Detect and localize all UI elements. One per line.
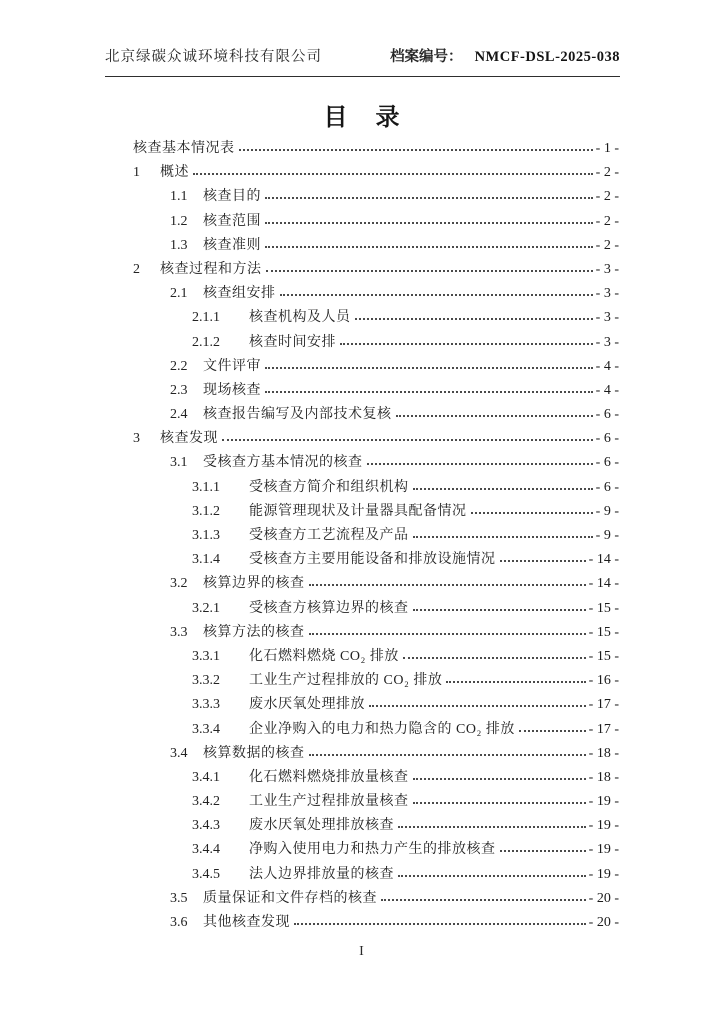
toc-entry-label: 质量保证和文件存档的核查: [203, 890, 377, 906]
toc-entry-label: 受核查方核算边界的核查: [249, 600, 409, 616]
toc-entry-label: 受核查方主要用能设备和排放设施情况: [249, 552, 496, 568]
toc-entry-page: - 3 -: [595, 286, 619, 302]
toc-entry-page: - 3 -: [595, 310, 619, 326]
toc-entry-label: 能源管理现状及计量器具配备情况: [249, 503, 467, 519]
toc-entry-number: 3.4.1: [192, 769, 220, 785]
toc-entry[interactable]: [105, 697, 619, 721]
toc-entry-label: 核查范围: [203, 213, 261, 229]
toc-entry-label: 化石燃料燃烧 CO₂ 排放: [249, 648, 399, 664]
toc-entry-label: 废水厌氧处理排放核查: [249, 818, 394, 834]
toc-entry-page: - 20 -: [588, 890, 619, 906]
toc-entry-number: 1: [133, 165, 140, 181]
toc-entry-label: 核查基本情况表: [133, 141, 235, 156]
toc-entry-label: 企业净购入的电力和热力隐含的 CO₂ 排放: [249, 721, 515, 737]
toc-entry[interactable]: [105, 262, 619, 286]
toc-entry-number: 3.3: [170, 624, 188, 640]
toc-entry-page: - 6 -: [595, 431, 619, 447]
toc-entry-label: 净购入使用电力和热力产生的排放核查: [249, 842, 496, 858]
archive-number-group: [390, 50, 620, 66]
toc-leader-dots: [355, 318, 593, 320]
toc-leader-dots: [413, 488, 593, 490]
toc-entry[interactable]: [105, 286, 619, 310]
toc-entry-label: 化石燃料燃烧排放量核查: [249, 769, 409, 785]
toc-entry[interactable]: [105, 552, 619, 576]
toc-leader-dots: [265, 367, 593, 369]
toc-entry-page: - 2 -: [595, 189, 619, 205]
toc-entry-page: - 14 -: [588, 576, 619, 592]
toc-entry-number: 3.1.4: [192, 552, 220, 568]
toc-entry-label: 法人边界排放量的核查: [249, 866, 394, 882]
toc-entry-page: - 4 -: [595, 382, 619, 398]
toc-leader-dots: [294, 923, 586, 925]
toc-entry[interactable]: [105, 189, 619, 213]
toc-entry-number: 3.3.4: [192, 721, 220, 737]
toc-entry-number: 3.1.2: [192, 503, 220, 519]
toc-entry-number: 1.3: [170, 237, 188, 253]
toc-entry-label: 废水厌氧处理排放: [249, 697, 365, 713]
toc-entry[interactable]: [105, 794, 619, 818]
toc-entry[interactable]: [105, 504, 619, 528]
toc-entry-label: 核查发现: [160, 431, 218, 447]
toc-entry-number: 3.1.1: [192, 479, 220, 495]
toc-leader-dots: [309, 633, 586, 635]
toc-leader-dots: [265, 246, 593, 248]
toc-entry[interactable]: [105, 238, 619, 262]
toc-entry-label: 核查报告编写及内部技术复核: [203, 407, 392, 423]
toc-entry-label: 核查组安排: [203, 286, 276, 302]
toc-entry-number: 3.4.2: [192, 794, 220, 810]
toc-leader-dots: [471, 512, 593, 514]
toc-entry-label: 受核查方简介和组织机构: [249, 479, 409, 495]
toc-leader-dots: [398, 875, 586, 877]
toc-entry[interactable]: [105, 649, 619, 673]
toc-entry-number: 3.3.1: [192, 648, 220, 664]
toc-entry-page: - 19 -: [588, 866, 619, 882]
toc-entry[interactable]: [105, 359, 619, 383]
toc-entry-number: 3.3.2: [192, 673, 220, 689]
toc-entry-label: 受核查方基本情况的核查: [203, 455, 363, 471]
toc-entry-page: - 2 -: [595, 165, 619, 181]
toc-leader-dots: [413, 778, 586, 780]
toc-entry[interactable]: [105, 722, 619, 746]
toc-entry[interactable]: [105, 867, 619, 891]
toc-entry-page: - 6 -: [595, 407, 619, 423]
toc-entry-page: - 9 -: [595, 503, 619, 519]
toc-entry-number: 1.2: [170, 213, 188, 229]
toc-entry-page: - 2 -: [595, 237, 619, 253]
toc-entry-number: 2: [133, 261, 140, 277]
toc-entry-number: 1.1: [170, 189, 188, 205]
toc-entry-number: 3.4: [170, 745, 188, 761]
toc-entry-number: 3.4.4: [192, 842, 220, 858]
toc-entry[interactable]: [105, 601, 619, 625]
toc-leader-dots: [239, 149, 593, 151]
toc-entry[interactable]: [105, 891, 619, 915]
toc-entry-page: - 14 -: [588, 552, 619, 568]
toc-leader-dots: [369, 705, 586, 707]
page-header: [105, 50, 620, 77]
toc-leader-dots: [266, 270, 593, 272]
archive-number-label: 档案编号：: [390, 49, 463, 65]
toc-entry-label: 核查过程和方法: [160, 261, 262, 277]
toc-entry[interactable]: [105, 165, 619, 189]
toc-leader-dots: [222, 439, 593, 441]
toc-entry-number: 3.4.5: [192, 866, 220, 882]
toc-entry-number: 3.5: [170, 890, 188, 906]
toc-entry[interactable]: [105, 528, 619, 552]
toc-entry-page: - 17 -: [588, 721, 619, 737]
toc-leader-dots: [500, 560, 586, 562]
toc-entry[interactable]: [105, 335, 619, 359]
toc-entry-page: - 19 -: [588, 842, 619, 858]
toc-entry-page: - 16 -: [588, 673, 619, 689]
toc-title: 目 录: [323, 105, 411, 131]
toc-entry-page: - 17 -: [588, 697, 619, 713]
toc-entry-label: 核查准则: [203, 237, 261, 253]
toc-entry[interactable]: [105, 842, 619, 866]
toc-entry-label: 文件评审: [203, 358, 261, 374]
toc-entry[interactable]: [105, 818, 619, 842]
toc-entry[interactable]: [105, 915, 619, 939]
toc-entry[interactable]: [105, 431, 619, 455]
toc-entry[interactable]: [105, 576, 619, 600]
toc-entry-page: - 15 -: [588, 648, 619, 664]
toc-entry-page: - 2 -: [595, 213, 619, 229]
toc-leader-dots: [265, 197, 593, 199]
toc-leader-dots: [309, 584, 586, 586]
toc-entry[interactable]: [105, 625, 619, 649]
toc-entry[interactable]: [105, 407, 619, 431]
toc-entry-page: - 9 -: [595, 528, 619, 543]
toc-entry-number: 2.3: [170, 382, 188, 398]
toc-entry-page: - 15 -: [588, 624, 619, 640]
toc-entry-label: 核查机构及人员: [249, 310, 351, 326]
toc-leader-dots: [413, 609, 586, 611]
toc-leader-dots: [413, 536, 593, 538]
toc-entry-label: 其他核查发现: [203, 915, 290, 930]
toc-leader-dots: [309, 754, 586, 756]
toc-entry-label: 核算数据的核查: [203, 745, 305, 761]
toc-entry-page: - 18 -: [588, 745, 619, 761]
toc-leader-dots: [398, 826, 586, 828]
toc-leader-dots: [367, 463, 593, 465]
toc-entry[interactable]: [105, 141, 619, 165]
toc-entry-label: 概述: [160, 165, 189, 181]
toc-entry-label: 工业生产过程排放的 CO₂ 排放: [249, 673, 443, 689]
toc-entry-number: 3.1.3: [192, 528, 220, 543]
toc-leader-dots: [396, 415, 593, 417]
toc-entry-number: 3.1: [170, 455, 188, 471]
toc-entry-number: 2.1.1: [192, 310, 220, 326]
toc-entry-page: - 19 -: [588, 818, 619, 834]
toc-entry-number: 3.3.3: [192, 697, 220, 713]
toc-entry-page: - 1 -: [595, 141, 619, 156]
toc-entry-page: - 6 -: [595, 479, 619, 495]
toc-leader-dots: [500, 850, 586, 852]
toc-entry-number: 3: [133, 431, 140, 447]
toc-leader-dots: [340, 343, 593, 345]
toc-entry-number: 2.2: [170, 358, 188, 374]
toc-leader-dots: [403, 657, 586, 659]
toc-entry-page: - 6 -: [595, 455, 619, 471]
toc-entry-page: - 15 -: [588, 600, 619, 616]
toc-list: [105, 141, 619, 939]
toc-entry[interactable]: [105, 673, 619, 697]
toc-entry-label: 现场核查: [203, 382, 261, 398]
toc-entry-page: - 3 -: [595, 334, 619, 350]
toc-entry-page: - 19 -: [588, 794, 619, 810]
toc-entry-number: 3.6: [170, 915, 188, 930]
toc-entry[interactable]: [105, 770, 619, 794]
toc-entry[interactable]: [105, 310, 619, 334]
toc-entry-number: 2.1.2: [192, 334, 220, 350]
toc-leader-dots: [280, 294, 593, 296]
toc-leader-dots: [381, 899, 586, 901]
archive-number-value: NMCF-DSL-2025-038: [474, 49, 620, 65]
toc-leader-dots: [519, 730, 586, 732]
toc-entry-label: 受核查方工艺流程及产品: [249, 528, 409, 543]
toc-leader-dots: [265, 391, 593, 393]
toc-entry-number: 2.1: [170, 286, 188, 302]
toc-entry-page: - 18 -: [588, 769, 619, 785]
toc-entry-number: 3.2.1: [192, 600, 220, 616]
company-name: 北京绿碳众诚环境科技有限公司: [105, 49, 322, 65]
toc-entry-label: 核查时间安排: [249, 334, 336, 350]
toc-entry-number: 2.4: [170, 407, 188, 423]
toc-entry-page: - 3 -: [595, 261, 619, 277]
toc-entry-number: 3.4.3: [192, 818, 220, 834]
toc-leader-dots: [265, 222, 593, 224]
toc-entry[interactable]: [105, 383, 619, 407]
toc-leader-dots: [413, 802, 586, 804]
page-number-footer: I: [359, 944, 364, 959]
toc-entry-page: - 20 -: [588, 915, 619, 930]
toc-leader-dots: [193, 173, 593, 175]
toc-leader-dots: [446, 681, 585, 683]
toc-entry[interactable]: [105, 214, 619, 238]
toc-entry-label: 核算边界的核查: [203, 576, 305, 592]
toc-entry-label: 核算方法的核查: [203, 624, 305, 640]
toc-entry-number: 3.2: [170, 576, 188, 592]
toc-entry-label: 核查目的: [203, 189, 261, 205]
toc-entry[interactable]: [105, 480, 619, 504]
toc-entry-label: 工业生产过程排放量核查: [249, 794, 409, 810]
toc-entry[interactable]: [105, 455, 619, 479]
toc-entry[interactable]: [105, 746, 619, 770]
toc-entry-page: - 4 -: [595, 358, 619, 374]
